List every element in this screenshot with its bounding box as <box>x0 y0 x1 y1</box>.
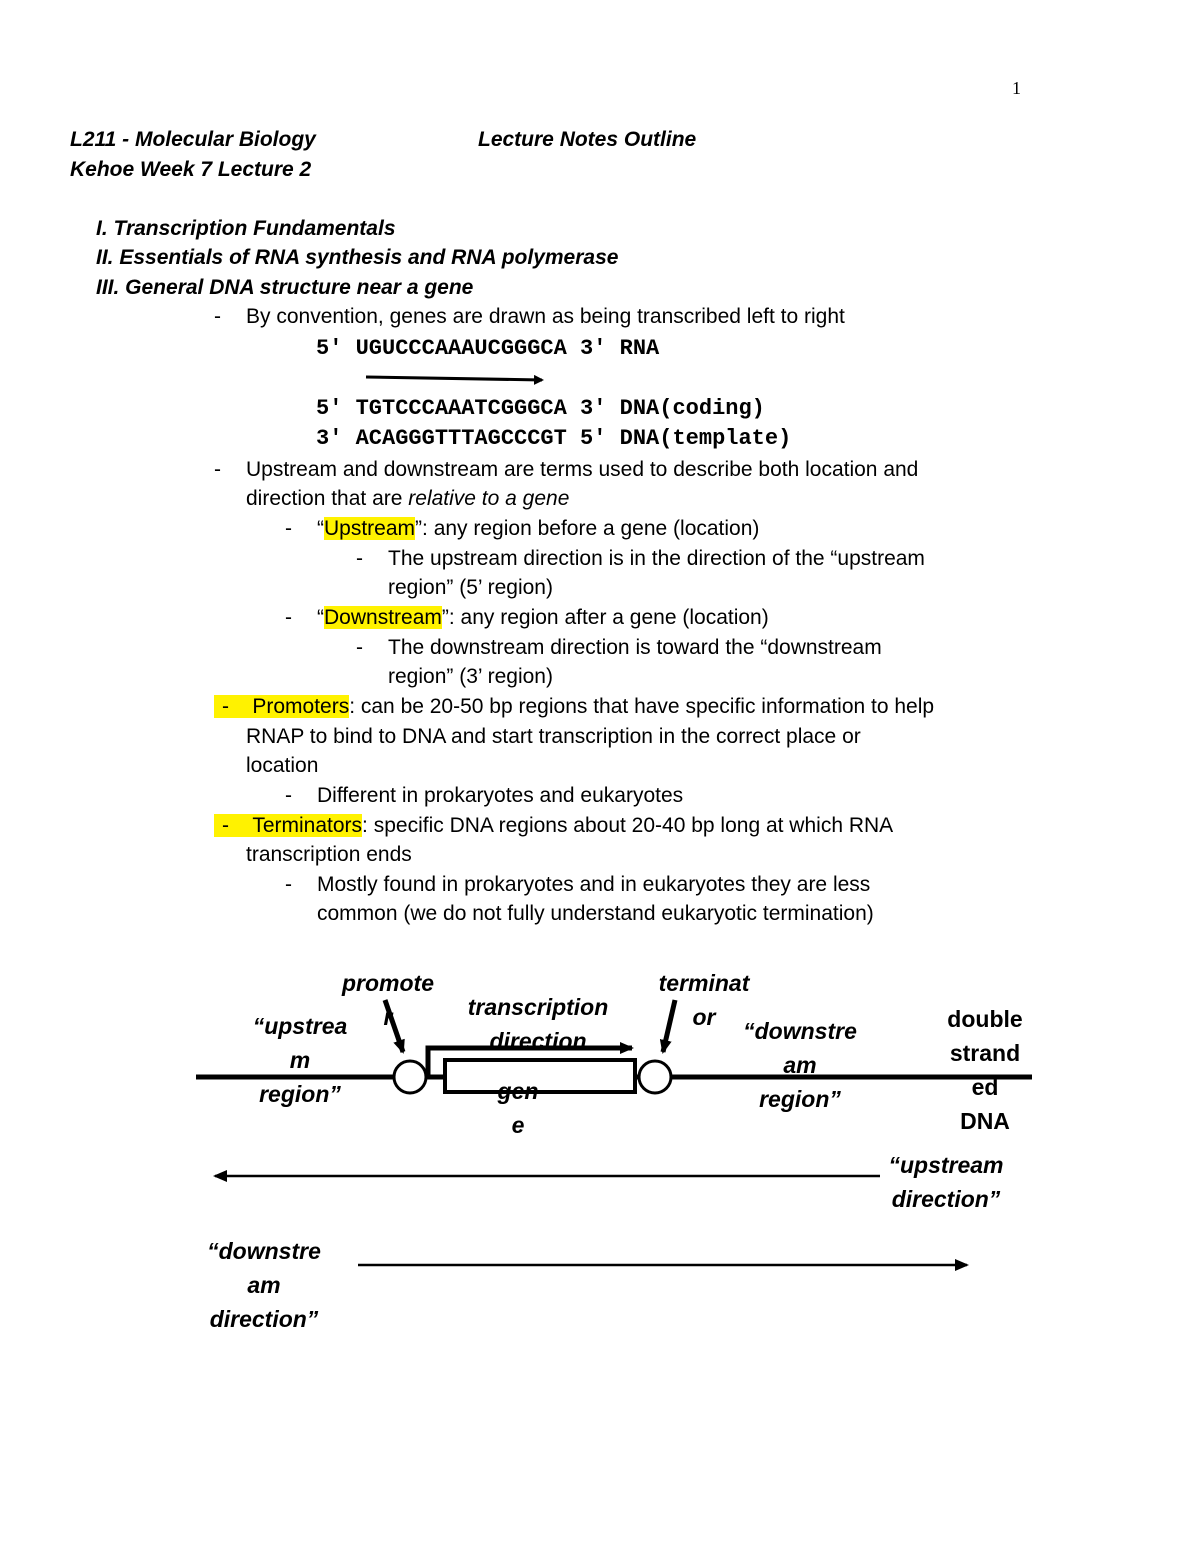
dna-template-sequence: 3′ ACAGGGTTTAGCCCGT 5′ DNA(template) <box>316 426 792 451</box>
bullet-dash: - <box>285 873 292 896</box>
terminator-label: terminat or <box>658 970 750 1030</box>
upstream-direction-text-1: The upstream direction is in the direction of the “upstream <box>388 547 925 570</box>
bullet-dash: - <box>285 784 292 807</box>
bullet-dash: - <box>285 606 292 629</box>
rna-direction-arrow <box>366 377 542 380</box>
terminator-circle <box>639 1061 671 1093</box>
terminators-subpoint-2: common (we do not fully understand eukaryotic termination) <box>317 902 874 925</box>
downstream-direction-text-1: The downstream direction is toward the “downstream <box>388 636 882 659</box>
promoters-subpoint: Different in prokaryotes and eukaryotes <box>317 784 684 807</box>
terminators-subpoint-1: Mostly found in prokaryotes and in eukaryotes they are less <box>317 873 871 896</box>
bullet-dash: - <box>214 458 221 481</box>
page-number: 1 <box>1012 78 1021 98</box>
convention-text: By convention, genes are drawn as being transcribed left to right <box>246 305 845 328</box>
downstream-direction-text-2: region” (3’ region) <box>388 665 553 688</box>
promoter-label: promote r <box>342 970 434 1030</box>
upstream-definition: “Upstream”: any region before a gene (location) <box>317 517 760 540</box>
section-2-heading: II. Essentials of RNA synthesis and RNA polymerase <box>96 246 619 269</box>
section-3-heading: III. General DNA structure near a gene <box>96 276 474 299</box>
gene-label: gen e <box>497 1078 539 1138</box>
bullet-dash: - <box>214 305 221 328</box>
lecture-week: Kehoe Week 7 Lecture 2 <box>70 158 312 181</box>
downstream-region-label: “downstre am region” <box>743 1018 857 1112</box>
bullet-dash: - <box>356 547 363 570</box>
dna-coding-sequence: 5′ TGTCCCAAATCGGGCA 3′ DNA(coding) <box>316 396 765 421</box>
double-stranded-dna-label: double strand ed DNA <box>947 1006 1023 1134</box>
bullet-dash: - <box>356 636 363 659</box>
terminators-highlight: Terminators <box>252 814 363 837</box>
terminators-line2: transcription ends <box>246 843 412 866</box>
downstream-highlight: Downstream <box>324 606 442 629</box>
upstream-direction-text-2: region” (5’ region) <box>388 576 553 599</box>
upstream-region-label: “upstrea m region” <box>252 1013 348 1107</box>
promoters-line2: RNAP to bind to DNA and start transcription in the correct place or <box>246 725 861 748</box>
course-title: L211 - Molecular Biology <box>70 128 316 151</box>
updown-text-line1: Upstream and downstream are terms used to describe both location and <box>246 458 919 481</box>
downstream-direction-label: “downstre am direction” <box>207 1238 321 1332</box>
rna-sequence: 5′ UGUCCCAAAUCGGGCA 3′ RNA <box>316 336 660 361</box>
bullet-dash: - <box>285 517 292 540</box>
downstream-definition: “Downstream”: any region after a gene (location) <box>317 606 769 629</box>
promoter-circle <box>394 1061 426 1093</box>
promoters-highlight: Promoters <box>252 695 350 718</box>
upstream-highlight: Upstream <box>324 517 416 540</box>
terminators-line1: - Terminators: specific DNA regions about 20-40 bp long at which RNA <box>214 814 893 838</box>
updown-text-line2: direction that are relative to a gene <box>246 487 570 510</box>
promoters-line1: - Promoters: can be 20-50 bp regions that have specific information to help <box>214 695 934 719</box>
transcription-direction-label: transcription direction <box>467 994 609 1054</box>
document-type: Lecture Notes Outline <box>478 128 697 151</box>
section-1-heading: I. Transcription Fundamentals <box>96 217 396 240</box>
upstream-direction-label: “upstream direction” <box>888 1152 1004 1212</box>
promoters-line3: location <box>246 754 319 777</box>
